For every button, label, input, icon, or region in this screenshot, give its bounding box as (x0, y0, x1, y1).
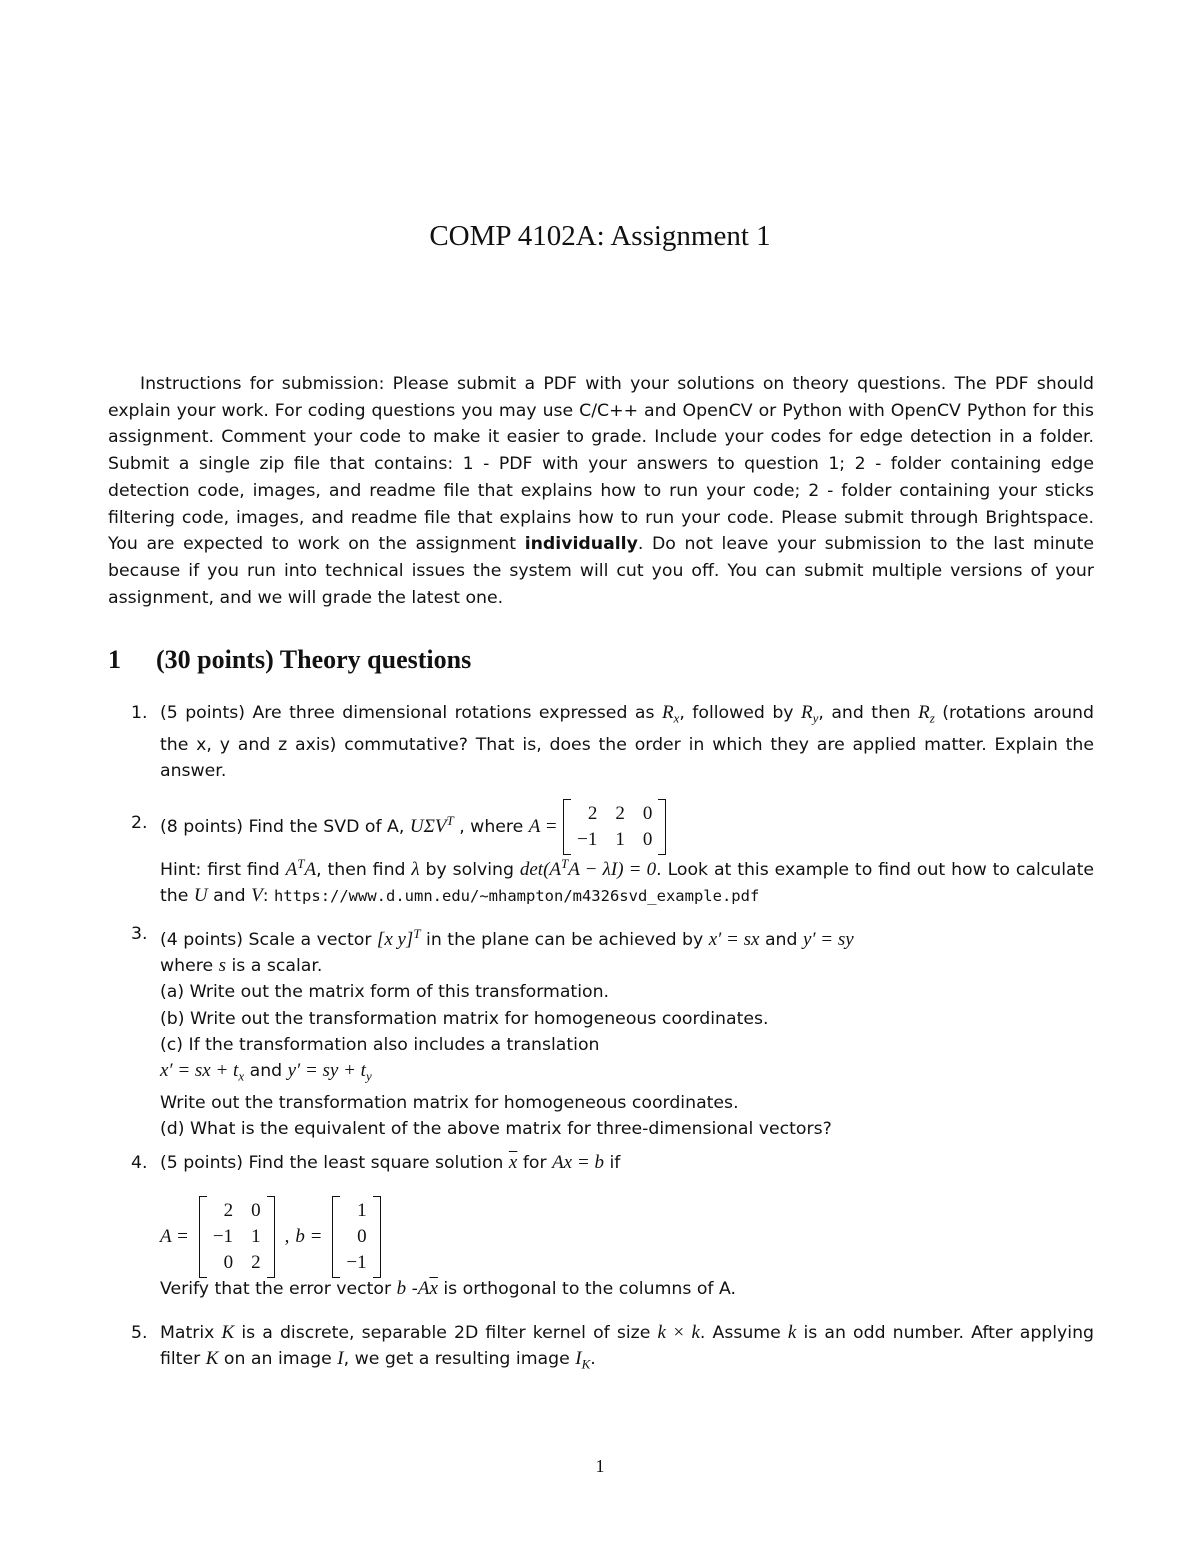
matrix-cell: 2 (587, 802, 598, 824)
q3-line2-text-b: is a scalar. (225, 956, 323, 977)
q3-part-d: (d) What is the equivalent of the above matrix for three-dimensional vectors? (160, 1119, 832, 1140)
q3-vector: [x y] (376, 928, 414, 950)
q3-eq2: y′ = sy (802, 928, 854, 950)
q4-verify-c: - (406, 1279, 418, 1299)
q5-text-b: is a discrete, separable 2D filter kernel of size (234, 1323, 658, 1343)
instructions-text: Instructions for submission: Please submit a PDF with your solutions on theory questions. The PDF should explain your work. For coding questions you may use C/C++ and OpenCV or Python with OpenCV Python for this assignment. Comment your code to make it easier to grade. Include your codes for edge detection in a folder. Submit a single zip file that contains: 1 - PDF with your answers to question 1; 2 - folder containing edge detection code, images, and readme file that explains how to run your code; 2 - folder containing your sticks filtering code, images, and readme file that explains how to run your code. Please submit through Brightspace. You are expected to work on the assignment (108, 374, 1094, 555)
q4-matrix-b (332, 1196, 380, 1278)
question-number: 5. (131, 1323, 148, 1343)
matrix-cell: 0 (251, 1200, 261, 1221)
q2-svd-sup: T (446, 813, 454, 828)
q2-det: det (519, 858, 544, 880)
q5-text-e: on an image (218, 1349, 338, 1370)
q4-eq: Ax = b (552, 1152, 604, 1173)
q3-text: (4 points) Scale a vector (160, 929, 377, 950)
q2-statement (160, 793, 1094, 849)
question-1 (131, 700, 1094, 784)
q5-k: K (221, 1322, 235, 1343)
matrix-cell: 0 (357, 1226, 367, 1247)
question-body (160, 1320, 1094, 1378)
q3-part-a: (a) Write out the matrix form of this transformation. (160, 982, 610, 1003)
matrix-cell: 2 (251, 1252, 261, 1273)
matrix-cell: −1 (212, 1226, 234, 1247)
question-number: 2. (131, 813, 148, 833)
question-number: 3. (131, 924, 148, 944)
q4-text-c: if (603, 1153, 621, 1173)
q1-rx: R (661, 702, 674, 723)
q2-det-expr: (A (543, 858, 562, 880)
q3-eq3b: y′ = sy + t (287, 1060, 366, 1082)
question-number: 1. (131, 703, 148, 723)
q3-statement (160, 921, 1094, 953)
matrix-cell: −1 (346, 1252, 367, 1273)
q2-det-expr-b: A − λI) = 0 (568, 858, 657, 880)
q3-line2-text: where (160, 956, 219, 977)
matrix-cell: 1 (615, 828, 625, 850)
matrix-bracket-right (373, 1196, 381, 1278)
question-4 (131, 1150, 1094, 1176)
q3-text-b: in the plane can be achieved by (420, 929, 709, 950)
matrix-bracket-left (332, 1196, 340, 1278)
q5-text-g: . (590, 1349, 596, 1370)
question-body (160, 921, 1094, 1143)
q4-verify (160, 1276, 1094, 1302)
q4-matrices (160, 1196, 381, 1278)
matrix-bracket-left (199, 1196, 207, 1278)
q2-ata-b: A (304, 858, 317, 880)
q4-comma: , (284, 1226, 290, 1247)
q1-rx-sub: x (673, 710, 680, 726)
q3-eq3-mid: and (244, 1061, 288, 1082)
question-5 (131, 1320, 1094, 1378)
q3-eq3a: x′ = sx + t (160, 1060, 239, 1082)
q5-text-c: . Assume (699, 1323, 788, 1343)
matrix-cell: 1 (251, 1226, 261, 1247)
q5-ik-sub: K (581, 1356, 591, 1372)
q4-verify-d: A (417, 1278, 430, 1299)
q4-verify-text: Verify that the error vector (160, 1279, 397, 1299)
q5-text-f: , we get a resulting image (343, 1349, 576, 1370)
q3-eq3a-sub: x (238, 1068, 245, 1084)
matrix-cell: 1 (357, 1200, 367, 1221)
q2-text: (8 points) Find the SVD of A, (160, 816, 410, 837)
q1-rz: R (918, 702, 930, 723)
q2-hint-text-f: : (262, 886, 275, 907)
question-2 (131, 793, 1094, 909)
question-number: 4. (131, 1153, 148, 1173)
q5-size: k × k (657, 1322, 700, 1343)
matrix-bracket-left (563, 799, 571, 855)
q2-hint-text-c: by solving (419, 859, 520, 880)
q3-vector-sup: T (413, 926, 421, 941)
q2-hint-text-b: , then find (316, 859, 412, 880)
page-number: 1 (595, 1456, 605, 1476)
matrix-cell: 0 (642, 828, 653, 850)
q1-text-d: (rotations around the x, y and z axis) commutative? That is, does the order in which they are applied matter. Explain the answer. (160, 703, 1094, 782)
q2-matrix (563, 799, 666, 855)
q4-matrix-a (199, 1196, 275, 1278)
q4-verify-b: b (396, 1278, 407, 1299)
q4-b-eq: b = (295, 1226, 323, 1247)
q2-hint-text-e: and (207, 886, 252, 907)
q3-translation-eq (160, 1058, 1094, 1090)
svd-example-link[interactable]: https://www.d.umn.edu/~mhampton/m4326svd_example.pdf (274, 887, 760, 906)
q4-verify-xbar: $\overline{x}$ (429, 1278, 438, 1299)
document-title: COMP 4102A: Assignment 1 (429, 220, 771, 252)
q2-text-b: , where (453, 816, 529, 837)
q4-statement (160, 1150, 1094, 1176)
q3-part-c2: Write out the transformation matrix for homogeneous coordinates. (160, 1093, 739, 1113)
q2-ata: A (285, 858, 298, 880)
question-body (160, 1150, 1094, 1176)
q2-a-eq: A = (528, 815, 558, 837)
q3-eq1: x′ = sx (708, 928, 760, 950)
section-title: (30 points) Theory questions (156, 645, 472, 674)
submission-instructions (108, 371, 1094, 611)
q2-lambda: λ (411, 858, 420, 880)
q4-text-b: for (517, 1153, 553, 1173)
q4-a-eq: A = (160, 1226, 189, 1247)
q1-ry-sub: y (812, 710, 819, 726)
q4-xbar: $\overline{x}$ (508, 1152, 518, 1173)
q3-eq3b-sub: y (365, 1068, 372, 1084)
matrix-cell: 2 (615, 802, 625, 824)
question-body (160, 793, 1094, 909)
instructions-emphasis: individually (524, 534, 638, 555)
q2-hint-text: Hint: first find (160, 859, 286, 880)
section-heading (108, 645, 471, 675)
q5-k2: k (787, 1322, 797, 1343)
question-3 (131, 921, 1094, 1143)
matrix-cells (207, 1196, 267, 1278)
q2-u: U (193, 885, 208, 907)
matrix-cells (571, 799, 658, 855)
q5-ik: I (575, 1348, 582, 1370)
q5-text: Matrix (160, 1323, 222, 1343)
q1-text-c: , and then (818, 703, 919, 723)
section-number: 1 (108, 645, 121, 674)
q2-ata-sup: T (297, 856, 305, 871)
q1-ry: R (800, 702, 813, 723)
q2-hint (160, 851, 1094, 909)
q3-text-c: and (759, 929, 803, 950)
q5-i: I (337, 1348, 344, 1370)
matrix-cell: 0 (642, 802, 653, 824)
matrix-cells (340, 1196, 372, 1278)
q2-v: V (251, 885, 263, 907)
q2-det-sup: T (561, 856, 569, 871)
q3-part-b: (b) Write out the transformation matrix for homogeneous coordinates. (160, 1008, 769, 1029)
q1-text: (5 points) Are three dimensional rotations expressed as (160, 703, 662, 723)
matrix-bracket-right (267, 1196, 275, 1278)
q3-line2 (160, 953, 1094, 979)
instructions-text-end: . Do not leave your submission to the last minute because if you run into technical issues the system will cut you off. You can submit multiple versions of your assignment, and we will grade the latest one. (108, 534, 1094, 608)
matrix-cell: 2 (223, 1200, 234, 1221)
matrix-cell: 0 (223, 1252, 234, 1273)
matrix-bracket-right (658, 799, 666, 855)
q3-s: s (218, 955, 226, 977)
q5-text-d: is an odd number. After applying filter (160, 1323, 1095, 1370)
q3-part-c: (c) If the transformation also includes a translation (160, 1034, 600, 1055)
q4-verify-f: is orthogonal to the columns of A. (437, 1279, 737, 1299)
question-body (160, 700, 1094, 784)
matrix-cell: −1 (577, 828, 598, 850)
q2-hint-text-d: . Look at this example to find out how to calculate the (160, 859, 1095, 907)
q2-svd: UΣV (409, 815, 447, 837)
q5-k3: K (205, 1348, 219, 1370)
q4-text: (5 points) Find the least square solution (160, 1153, 509, 1173)
q1-rz-sub: z (929, 710, 935, 726)
q1-text-b: , followed by (679, 703, 801, 723)
